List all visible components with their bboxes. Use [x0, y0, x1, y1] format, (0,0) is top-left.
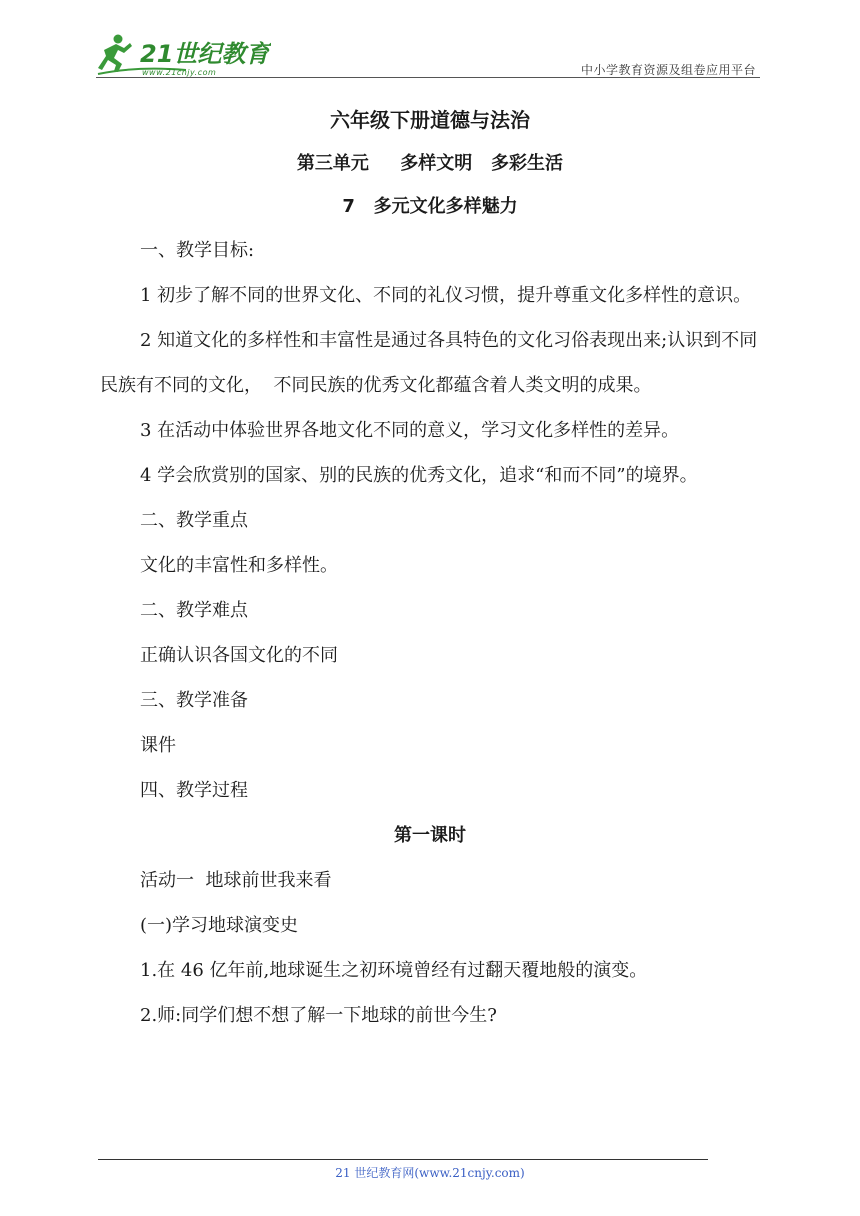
paragraph: 一、教学目标: [140, 240, 255, 261]
paragraph: 二、教学重点 [140, 510, 248, 531]
document-title: 六年级下册道德与法治 [330, 108, 530, 132]
paragraph: 活动一 地球前世我来看 [140, 870, 332, 891]
site-logo [96, 30, 271, 78]
page-header [96, 30, 760, 78]
footer-divider [98, 1159, 708, 1160]
svg-text:21世纪教育: 21世纪教育 [140, 40, 270, 68]
paragraph: 课件 [140, 735, 176, 756]
paragraph: 4 学会欣赏别的国家、别的民族的优秀文化，追求“和而不同”的境界。 [140, 465, 698, 486]
paragraph: 2.师:同学们想不想了解一下地球的前世今生? [140, 1005, 497, 1026]
document-body [100, 98, 760, 1038]
paragraph: 1.在 46 亿年前,地球诞生之初环境曾经有过翻天覆地般的演变。 [140, 960, 648, 981]
paragraph: 文化的丰富性和多样性。 [140, 555, 338, 576]
paragraph: 1 初步了解不同的世界文化、不同的礼仪习惯，提升尊重文化多样性的意识。 [140, 285, 752, 306]
paragraph: 正确认识各国文化的不同 [140, 645, 338, 666]
header-divider [96, 77, 760, 78]
paragraph: 3 在活动中体验世界各地文化不同的意义，学习文化多样性的差异。 [140, 420, 680, 441]
footer-text: 21 世纪教育网(www.21cnjy.com) [335, 1166, 525, 1180]
header-tagline: 中小学教育资源及组卷应用平台 [580, 63, 756, 77]
paragraph: (一)学习地球演变史 [140, 915, 299, 936]
paragraph: 2 知道文化的多样性和丰富性是通过各具特色的文化习俗表现出来;认识到不同民族有不同的文化， 不同民族的优秀文化都蕴含着人类文明的成果。 [100, 330, 758, 396]
unit-title: 第三单元 多样文明 多彩生活 [296, 153, 564, 174]
section-title: 第一课时 [394, 825, 466, 846]
svg-text:www.21cnjy.com: www.21cnjy.com [142, 68, 217, 77]
paragraph: 四、教学过程 [140, 780, 248, 801]
lesson-title: 7 多元文化多样魅力 [342, 196, 518, 217]
paragraph: 二、教学难点 [140, 600, 248, 621]
paragraph: 三、教学准备 [140, 690, 248, 711]
